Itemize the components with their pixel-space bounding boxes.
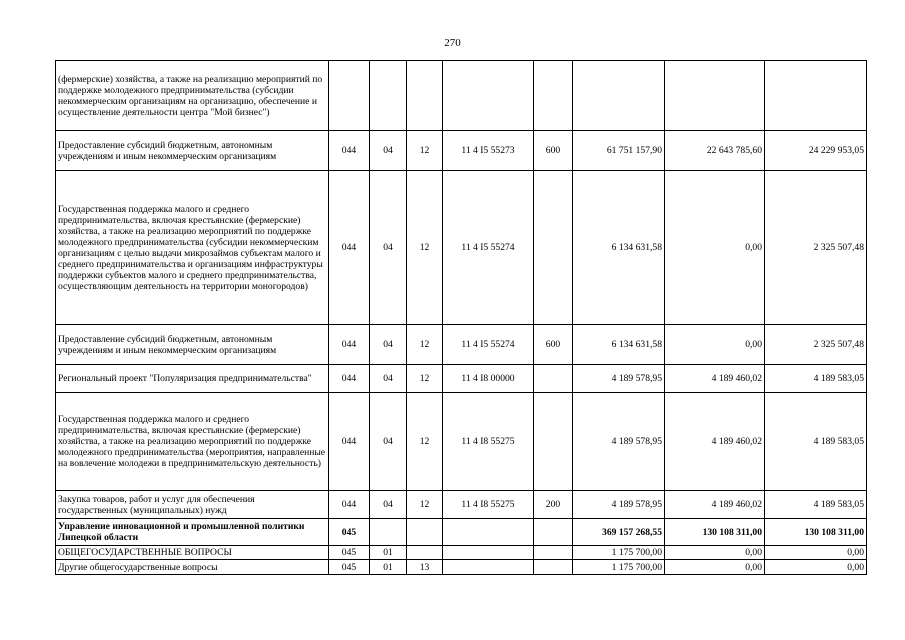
article-code: 11 4 I8 55275 xyxy=(443,393,534,491)
expense-type-code xyxy=(534,519,573,546)
expense-type-code xyxy=(534,365,573,393)
ministry-code: 045 xyxy=(329,546,370,560)
amount-year-3: 2 325 507,48 xyxy=(765,325,867,365)
amount-year-2: 0,00 xyxy=(665,560,765,575)
table-row xyxy=(56,393,867,491)
ministry-code: 045 xyxy=(329,560,370,575)
row-name: Государственная поддержка малого и среднего предпринимательства, включая крестьянские (фермерские) хозяйства, а также на реализацию мероприятий по поддержке молодежного предпринимательства (субсидии некоммерческим организациям с целью выдачи микрозаймов субъектам малого и среднего предпринимательства и организациям инфраструктуры поддержки субъектов малого и среднего предпринимательства, осуществляющим деятельность на территории моногородов) xyxy=(56,171,329,325)
amount-year-1: 4 189 578,95 xyxy=(573,491,665,519)
table-row xyxy=(56,546,867,560)
article-code: 11 4 I8 00000 xyxy=(443,365,534,393)
amount-year-1: 1 175 700,00 xyxy=(573,560,665,575)
subsection-code xyxy=(407,519,443,546)
amount-year-3 xyxy=(765,61,867,131)
row-name: Управление инновационной и промышленной политики Липецкой области xyxy=(56,519,329,546)
amount-year-3: 24 229 953,05 xyxy=(765,131,867,171)
amount-year-3: 0,00 xyxy=(765,560,867,575)
row-name: Региональный проект "Популяризация предпринимательства" xyxy=(56,365,329,393)
amount-year-1 xyxy=(573,61,665,131)
amount-year-2: 4 189 460,02 xyxy=(665,365,765,393)
ministry-code: 044 xyxy=(329,491,370,519)
row-name: ОБЩЕГОСУДАРСТВЕННЫЕ ВОПРОСЫ xyxy=(56,546,329,560)
amount-year-1: 61 751 157,90 xyxy=(573,131,665,171)
row-name: Другие общегосударственные вопросы xyxy=(56,560,329,575)
article-code xyxy=(443,61,534,131)
section-code xyxy=(370,61,407,131)
subsection-code: 12 xyxy=(407,491,443,519)
section-code: 04 xyxy=(370,131,407,171)
article-code: 11 4 I5 55274 xyxy=(443,325,534,365)
subsection-code xyxy=(407,61,443,131)
table-row xyxy=(56,519,867,546)
section-code xyxy=(370,519,407,546)
expense-type-code: 200 xyxy=(534,491,573,519)
subsection-code: 13 xyxy=(407,560,443,575)
subsection-code: 12 xyxy=(407,393,443,491)
table-row xyxy=(56,325,867,365)
subsection-code: 12 xyxy=(407,171,443,325)
table-row xyxy=(56,61,867,131)
expense-type-code xyxy=(534,393,573,491)
amount-year-2: 0,00 xyxy=(665,171,765,325)
ministry-code: 044 xyxy=(329,365,370,393)
row-name: (фермерские) хозяйства, а также на реализацию мероприятий по поддержке молодежного предпринимательства (субсидии некоммерческим организациям на организацию, обеспечение и осуществление деятельности центра "Мой бизнес") xyxy=(56,61,329,131)
amount-year-2: 130 108 311,00 xyxy=(665,519,765,546)
row-name: Предоставление субсидий бюджетным, автономным учреждениям и иным некоммерческим организациям xyxy=(56,131,329,171)
article-code xyxy=(443,560,534,575)
article-code xyxy=(443,546,534,560)
ministry-code: 044 xyxy=(329,393,370,491)
ministry-code xyxy=(329,61,370,131)
amount-year-1: 6 134 631,58 xyxy=(573,325,665,365)
table-row xyxy=(56,365,867,393)
ministry-code: 044 xyxy=(329,131,370,171)
table-row xyxy=(56,131,867,171)
ministry-code: 044 xyxy=(329,325,370,365)
budget-table xyxy=(55,60,867,575)
article-code xyxy=(443,519,534,546)
amount-year-3: 4 189 583,05 xyxy=(765,393,867,491)
row-name: Закупка товаров, работ и услуг для обеспечения государственных (муниципальных) нужд xyxy=(56,491,329,519)
amount-year-2: 4 189 460,02 xyxy=(665,393,765,491)
expense-type-code xyxy=(534,171,573,325)
amount-year-3: 4 189 583,05 xyxy=(765,365,867,393)
amount-year-3: 2 325 507,48 xyxy=(765,171,867,325)
amount-year-3: 4 189 583,05 xyxy=(765,491,867,519)
article-code: 11 4 I8 55275 xyxy=(443,491,534,519)
table-row xyxy=(56,171,867,325)
ministry-code: 044 xyxy=(329,171,370,325)
section-code: 04 xyxy=(370,393,407,491)
expense-type-code xyxy=(534,546,573,560)
expense-type-code xyxy=(534,61,573,131)
amount-year-1: 6 134 631,58 xyxy=(573,171,665,325)
row-name: Государственная поддержка малого и среднего предпринимательства, включая крестьянские (фермерские) хозяйства, а также на реализацию мероприятий по поддержке молодежного предпринимательства (мероприятия, направленные на вовлечение молодежи в предпринимательскую деятельность) xyxy=(56,393,329,491)
ministry-code: 045 xyxy=(329,519,370,546)
section-code: 01 xyxy=(370,546,407,560)
amount-year-3: 130 108 311,00 xyxy=(765,519,867,546)
expense-type-code: 600 xyxy=(534,131,573,171)
article-code: 11 4 I5 55274 xyxy=(443,171,534,325)
amount-year-2: 22 643 785,60 xyxy=(665,131,765,171)
amount-year-1: 4 189 578,95 xyxy=(573,365,665,393)
amount-year-1: 4 189 578,95 xyxy=(573,393,665,491)
subsection-code xyxy=(407,546,443,560)
section-code: 01 xyxy=(370,560,407,575)
expense-type-code: 600 xyxy=(534,325,573,365)
section-code: 04 xyxy=(370,491,407,519)
section-code: 04 xyxy=(370,365,407,393)
subsection-code: 12 xyxy=(407,325,443,365)
row-name: Предоставление субсидий бюджетным, автономным учреждениям и иным некоммерческим организациям xyxy=(56,325,329,365)
amount-year-1: 1 175 700,00 xyxy=(573,546,665,560)
amount-year-2: 0,00 xyxy=(665,546,765,560)
expense-type-code xyxy=(534,560,573,575)
amount-year-3: 0,00 xyxy=(765,546,867,560)
amount-year-1: 369 157 268,55 xyxy=(573,519,665,546)
subsection-code: 12 xyxy=(407,365,443,393)
table-row xyxy=(56,491,867,519)
amount-year-2 xyxy=(665,61,765,131)
section-code: 04 xyxy=(370,171,407,325)
article-code: 11 4 I5 55273 xyxy=(443,131,534,171)
amount-year-2: 0,00 xyxy=(665,325,765,365)
subsection-code: 12 xyxy=(407,131,443,171)
table-row xyxy=(56,560,867,575)
section-code: 04 xyxy=(370,325,407,365)
amount-year-2: 4 189 460,02 xyxy=(665,491,765,519)
page-number: 270 xyxy=(444,37,461,49)
